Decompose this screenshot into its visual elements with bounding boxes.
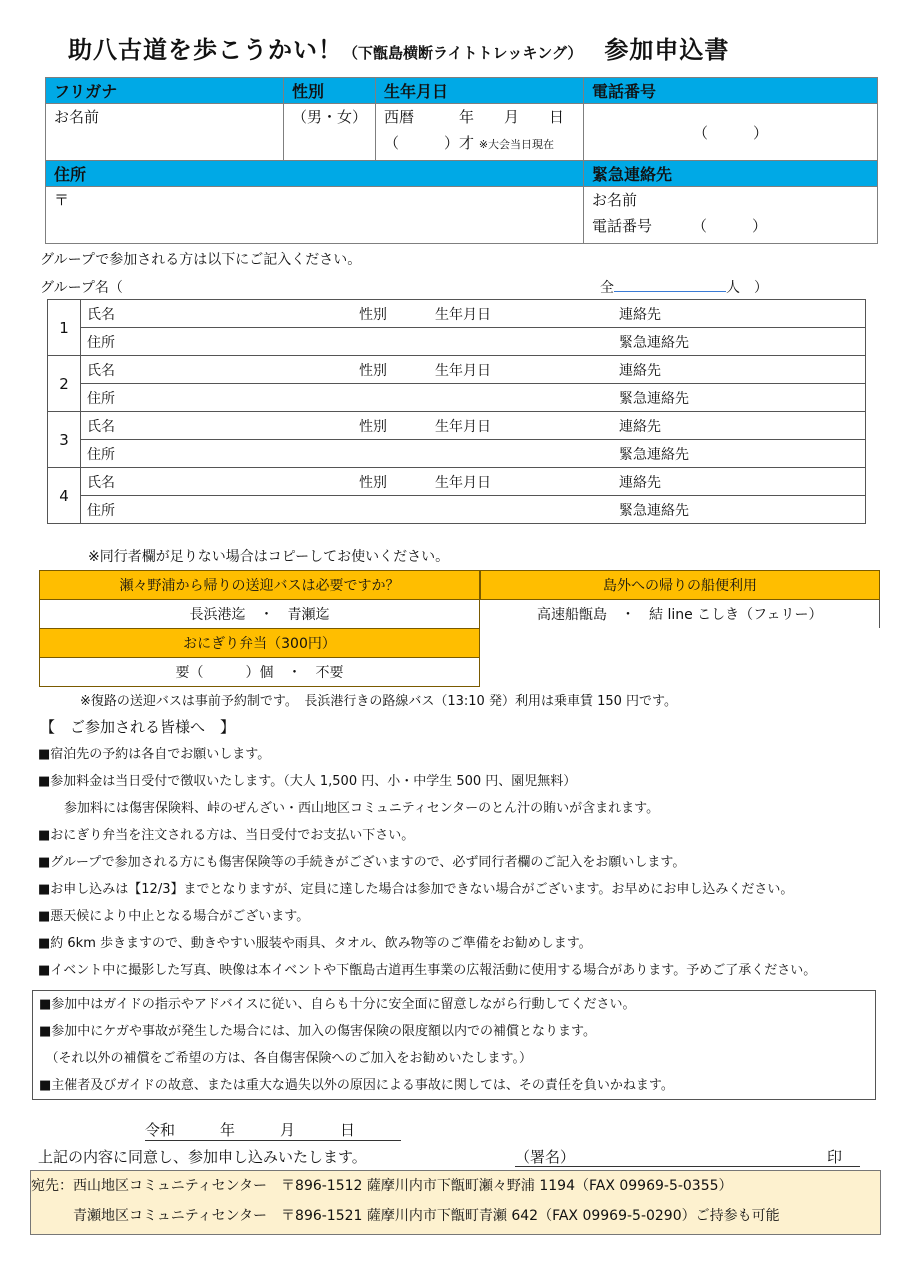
copy-note: ※同行者欄が足りない場合はコピーしてお使いください。 [88, 549, 450, 565]
member-number: 4 [48, 468, 81, 524]
bento-answer[interactable]: 要（ ）個 ・ 不要 [40, 658, 480, 687]
ship-answer[interactable]: 高速船甑島 ・ 結 line こしき（フェリー） [481, 600, 880, 629]
notice-item: ■悪天候により中止となる場合がございます。 [38, 909, 310, 924]
group-member-address-row [48, 440, 866, 468]
notice-item: ■グループで参加される方にも傷害保険等の手続きがございますので、必ず同行者欄のご記入をお願いします。 [38, 855, 686, 870]
seal-label: 印 [826, 1148, 842, 1166]
address-box [30, 1170, 881, 1235]
birth-field[interactable]: 西暦 年 月 日 （ ）才 ※大会当日現在 [376, 104, 584, 161]
safety-notice-item: ■主催者及びガイドの故意、または重大な過失以外の原因による事故に関しては、その責任を負いかねます。 [39, 1078, 674, 1093]
gender-header: 性別 [284, 78, 376, 104]
signature-label: （署名） [515, 1148, 576, 1166]
notice-item: ■お申し込みは【12/3】までとなりますが、定員に達した場合は参加できない場合がございます。お早めにお申し込みください。 [38, 882, 794, 897]
group-member-row [48, 468, 866, 496]
phone-header: 電話番号 [584, 78, 878, 104]
notice-item: ■参加料金は当日受付で徴収いたします。（大人 1,500 円、小・中学生 500 円、園児無料） [38, 774, 577, 789]
notice-heading: 【 ご参加される皆様へ 】 [40, 718, 236, 736]
member-info-field[interactable]: 氏名 性別 生年月日 連絡先 [81, 300, 866, 328]
member-number: 2 [48, 356, 81, 412]
member-number: 1 [48, 300, 81, 356]
title-tail: 参加申込書 [604, 36, 730, 64]
member-number: 3 [48, 412, 81, 468]
name-field[interactable]: お名前 [46, 104, 284, 161]
group-intro: グループで参加される方は以下にご記入ください。 [40, 252, 362, 268]
group-name-label: グループ名（ [40, 280, 123, 296]
notice-list [38, 741, 816, 984]
member-info-field[interactable]: 氏名 性別 生年月日 連絡先 [81, 468, 866, 496]
group-member-address-row [48, 384, 866, 412]
group-member-row [48, 300, 866, 328]
furigana-header: フリガナ [46, 78, 284, 104]
address-line-2: 青瀬地区コミュニティセンター 〒896-1521 薩摩川内市下甑町青瀬 642（FAX 09969-5-0290）ご持参も可能 [31, 1208, 780, 1224]
bus-question: 瀬々野浦から帰りの送迎バスは必要ですか？ [40, 571, 480, 600]
phone-field[interactable]: （ ） [584, 104, 878, 161]
safety-notice-item: ■参加中にケガや事故が発生した場合には、加入の傷害保険の限度額以内での補償となります。 [39, 1024, 596, 1039]
notice-item: ■約 6km 歩きますので、動きやすい服装や雨具、タオル、飲み物等のご準備をお勧めします。 [38, 936, 592, 951]
ship-question: 島外への帰りの船便利用 [481, 571, 880, 600]
group-member-address-row [48, 496, 866, 524]
emergency-header: 緊急連絡先 [584, 161, 878, 187]
birth-header: 生年月日 [376, 78, 584, 104]
group-total: 全 人 ） [600, 277, 768, 297]
safety-notice-item: （それ以外の補償をご希望の方は、各自傷害保険へのご加入をお勧めいたします。） [39, 1051, 532, 1066]
applicant-table [45, 77, 878, 244]
member-address-field[interactable]: 住所 緊急連絡先 [81, 328, 866, 356]
notice-item: ■おにぎり弁当を注文される方は、当日受付でお支払い下さい。 [38, 828, 415, 843]
signature-field[interactable] [515, 1146, 860, 1167]
emergency-field[interactable]: お名前 電話番号 （ ） [584, 187, 878, 244]
gender-field[interactable]: （男・女） [284, 104, 376, 161]
member-address-field[interactable]: 住所 緊急連絡先 [81, 384, 866, 412]
address-line-1: 宛先：西山地区コミュニティセンター 〒896-1512 薩摩川内市下甑町瀬々野浦 1194（FAX 09969-5-0355） [31, 1178, 733, 1194]
notice-item: ■イベント中に撮影した写真、映像は本イベントや下甑島古道再生事業の広報活動に使用する場合があります。予めご了承ください。 [38, 963, 817, 978]
member-info-field[interactable]: 氏名 性別 生年月日 連絡先 [81, 356, 866, 384]
title-sub: （下甑島横断ライトトレッキング） [343, 44, 583, 62]
group-member-row [48, 356, 866, 384]
address-field[interactable]: 〒 [46, 187, 584, 244]
bus-bento-table [39, 570, 480, 687]
safety-notice-item: ■参加中はガイドの指示やアドバイスに従い、自らも十分に安全面に留意しながら行動してください。 [39, 997, 636, 1012]
birth-note: ※大会当日現在 [478, 138, 555, 151]
member-address-field[interactable]: 住所 緊急連絡先 [81, 496, 866, 524]
notice-item: 参加料には傷害保険料、峠のぜんざい・西山地区コミュニティセンターのとん汁の賄いが含まれます。 [38, 801, 660, 816]
agree-text: 上記の内容に同意し、参加申し込みいたします。 [38, 1148, 367, 1166]
notice-item: ■宿泊先の予約は各自でお願いします。 [38, 747, 271, 762]
member-info-field[interactable]: 氏名 性別 生年月日 連絡先 [81, 412, 866, 440]
group-members-table [47, 299, 866, 524]
bus-note: ※復路の送迎バスは事前予約制です。 長浜港行きの路線バス（13:10 発）利用は乗車賃 150 円です。 [80, 694, 677, 709]
ship-table [480, 570, 880, 628]
address-header: 住所 [46, 161, 584, 187]
page-title [68, 30, 729, 65]
group-member-address-row [48, 328, 866, 356]
bento-question: おにぎり弁当（300円） [40, 629, 480, 658]
member-address-field[interactable]: 住所 緊急連絡先 [81, 440, 866, 468]
date-line[interactable]: 令和 年 月 日 [145, 1119, 401, 1141]
group-total-field[interactable] [614, 277, 726, 292]
title-main: 助八古道を歩こうかい！ [68, 36, 343, 64]
safety-notice-box [32, 990, 876, 1100]
bus-answer[interactable]: 長浜港迄 ・ 青瀬迄 [40, 600, 480, 629]
group-member-row [48, 412, 866, 440]
